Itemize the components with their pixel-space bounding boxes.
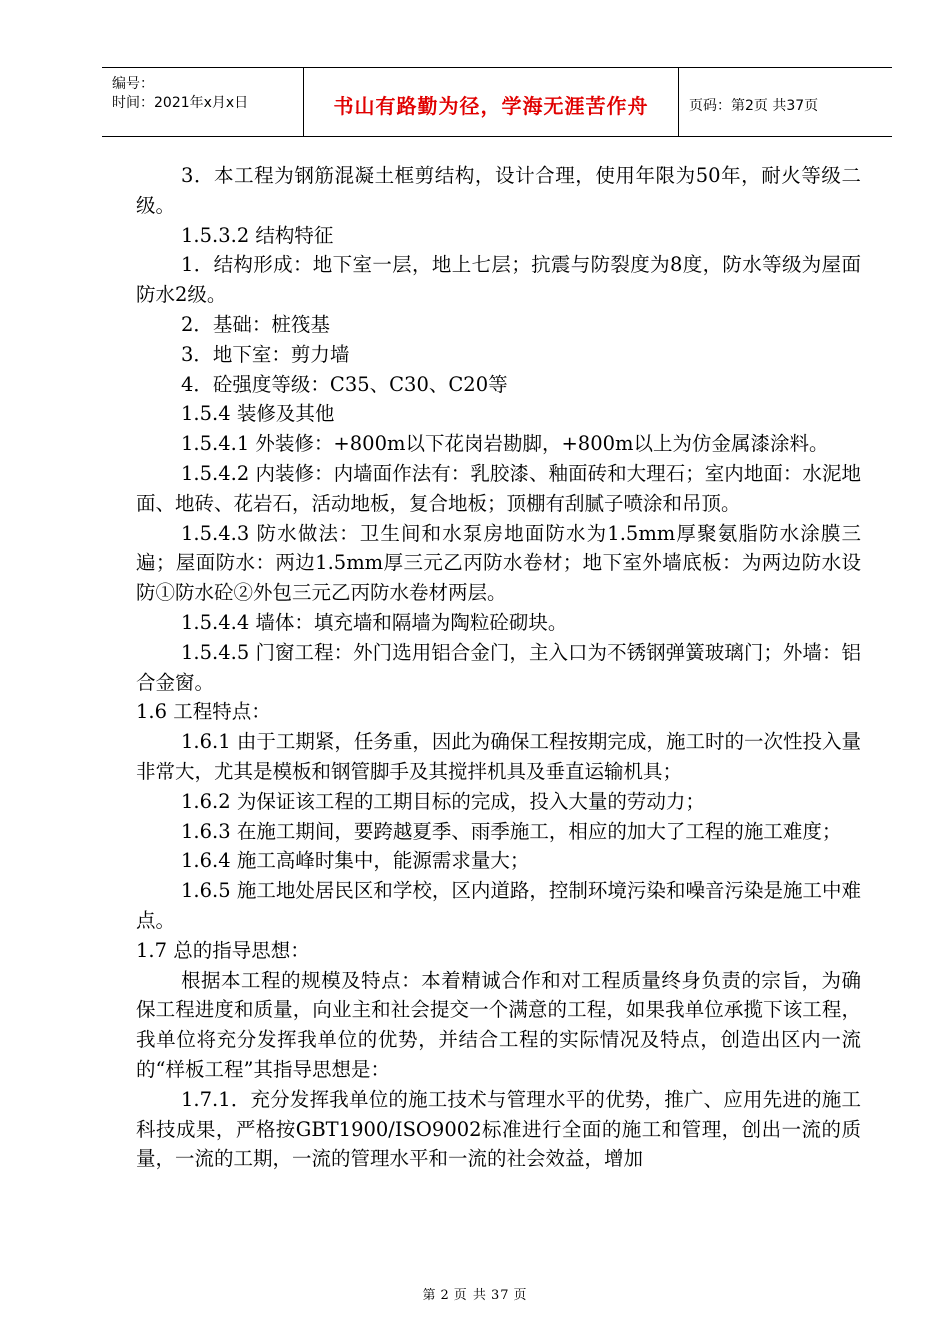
paragraph: 1.5.4.1 外装修：+800m以下花岗岩勘脚，+800m以上为仿金属漆涂料。 [181,432,829,456]
paragraph: 1.6.1 由于工期紧，任务重，因此为确保工程按期完成，施工时的一次性投入量非常大，尤其是模板和钢管脚手及其搅拌机具及垂直运输机具； [136,730,861,783]
document-body [136,161,861,1174]
paragraph: 1.6.5 施工地处居民区和学校，区内道路，控制环境污染和噪音污染是施工中难点。 [136,879,861,932]
paragraph: 1.5.4.3 防水做法：卫生间和水泵房地面防水为1.5mm厚聚氨脂防水涂膜三遍；屋面防水：两边1.5mm厚三元乙丙防水卷材；地下室外墙底板：为两边防水设防①防水砼②外包三元乙丙防水卷材两层。 [136,521,861,605]
paragraph: 1.7.1．充分发挥我单位的施工技术与管理水平的优势，推广、应用先进的施工科技成果，严格按GBT1900/ISO9002标准进行全面的施工和管理，创出一流的质量，一流的工期，一流的管理水平和一流的社会效益，增加 [136,1087,861,1171]
footer-page-suffix: 页 [513,1288,528,1303]
page-header [102,67,892,137]
paragraph: 2．基础：桩筏基 [181,312,330,336]
paragraph: 1.5.4.5 门窗工程：外门选用铝合金门，主入口为不锈钢弹簧玻璃门；外墙：铝合金窗。 [136,640,861,694]
document-date: 时间：2021年x月x日 [112,95,249,111]
footer-page-mid: 页 共 [453,1288,487,1303]
footer-total-pages: 37 [490,1288,510,1303]
paragraph: 1.5.4.4 墙体：填充墙和隔墙为陶粒砼砌块。 [181,610,568,634]
paragraph: 3．地下室：剪力墙 [181,342,350,366]
paragraph: 1.6.2 为保证该工程的工期目标的完成，投入大量的劳动力； [181,789,705,813]
header-motto-cell [303,68,679,136]
header-meta [102,68,302,136]
header-motto: 书山有路勤为径，学海无涯苦作舟 [333,94,649,118]
paragraph: 4．砼强度等级：C35、C30、C20等 [181,372,508,396]
paragraph: 1.5.4 装修及其他 [181,402,335,426]
page-footer [0,1284,950,1303]
header-page-cell [679,68,892,136]
paragraph: 3．本工程为钢筋混凝土框剪结构，设计合理，使用年限为50年，耐火等级二级。 [136,164,861,217]
paragraph: 1．结构形成：地下室一层，地上七层；抗震与防裂度为8度，防水等级为屋面防水2级。 [136,253,861,307]
paragraph: 1.6.3 在施工期间，要跨越夏季、雨季施工，相应的加大了工程的施工难度； [181,819,842,843]
footer-page-prefix: 第 [422,1288,437,1303]
paragraph: 1.6.4 施工高峰时集中，能源需求量大； [181,849,530,873]
paragraph: 1.5.4.2 内装修：内墙面作法有：乳胶漆、釉面砖和大理石；室内地面：水泥地面、地砖、花岩石，活动地板，复合地板；顶棚有刮腻子喷涂和吊顶。 [136,461,861,515]
header-page-info: 页码：第2页 共37页 [689,98,819,114]
paragraph: 根据本工程的规模及特点：本着精诚合作和对工程质量终身负责的宗旨，为确保工程进度和质量，向业主和社会提交一个满意的工程，如果我单位承揽下该工程，我单位将充分发挥我单位的优势，并结合工程的实际情况及特点，创造出区内一流的“样板工程”其指导思想是： [136,968,861,1081]
footer-page-number: 2 [440,1288,450,1303]
paragraph: 1.7 总的指导思想： [136,938,310,962]
document-number-label: 编号： [112,76,154,92]
paragraph: 1.5.3.2 结构特征 [181,223,334,247]
paragraph: 1.6 工程特点： [136,700,271,724]
